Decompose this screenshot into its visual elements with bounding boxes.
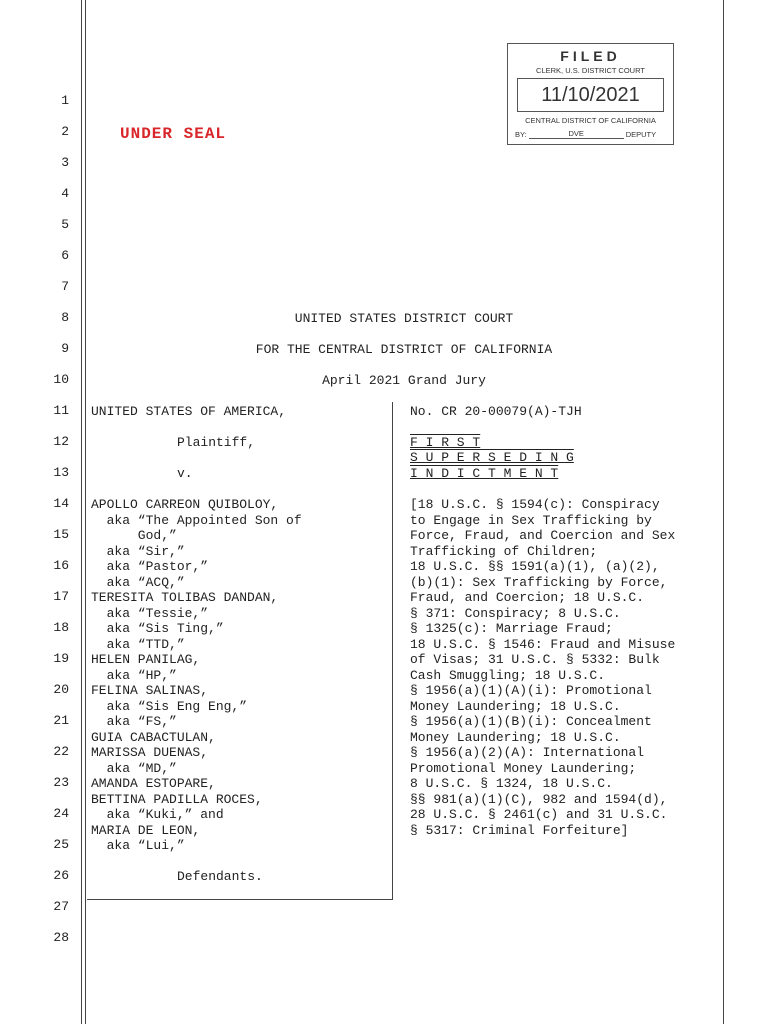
charge-line: (b)(1): Sex Trafficking by Force, — [410, 574, 668, 590]
line-number: 4 — [61, 186, 69, 201]
line-number: 13 — [53, 465, 69, 480]
defendant-line: FELINA SALINAS, — [91, 683, 209, 698]
line-number: 16 — [53, 558, 69, 573]
line-number: 27 — [53, 899, 69, 914]
line-number: 19 — [53, 651, 69, 666]
defendant-line: God,” — [91, 528, 177, 543]
stamp-deputy-label: DEPUTY — [625, 130, 657, 139]
stamp-by-label: BY: — [515, 130, 527, 139]
document-title-line1: F I R S T — [410, 435, 481, 450]
charge-line: Fraud, and Coercion; 18 U.S.C. — [410, 590, 645, 605]
document-title-line3: I N D I C T M E N T — [410, 466, 559, 481]
left-margin-rule-inner — [85, 0, 86, 1024]
charge-line: § 1956(a)(1)(B)(i): Concealment — [410, 714, 652, 729]
line-number: 14 — [53, 496, 69, 511]
line-number: 17 — [53, 589, 69, 604]
charge-line: Money Laundering; 18 U.S.C. — [410, 698, 621, 714]
line-number: 23 — [53, 775, 69, 790]
charge-line: of Visas; 31 U.S.C. § 5332: Bulk — [410, 652, 660, 667]
court-name: UNITED STATES DISTRICT COURT — [294, 311, 514, 326]
defendant-line: AMANDA ESTOPARE, — [91, 776, 216, 791]
charge-line: § 5317: Criminal Forfeiture] — [410, 822, 629, 838]
line-number: 12 — [53, 434, 69, 449]
defendant-line: aka “The Appointed Son of — [91, 512, 302, 528]
charge-line: 28 U.S.C. § 2461(c) and 31 U.S.C. — [410, 807, 668, 822]
line-number: 26 — [53, 868, 69, 883]
defendant-line: aka “Kuki,” and — [91, 807, 224, 822]
defendants-role: Defendants. — [177, 869, 263, 884]
stamp-filed-label: FILED — [560, 48, 621, 64]
line-number: 1 — [61, 93, 69, 108]
charge-line: Trafficking of Children; — [410, 543, 598, 559]
stamp-district: CENTRAL DISTRICT OF CALIFORNIA — [525, 116, 656, 125]
defendant-line: HELEN PANILAG, — [91, 652, 201, 667]
line-number: 24 — [53, 806, 69, 821]
under-seal-label: UNDER SEAL — [120, 125, 227, 143]
line-number: 2 — [61, 124, 69, 139]
line-number: 5 — [61, 217, 69, 232]
defendant-line: BETTINA PADILLA ROCES, — [91, 791, 263, 807]
line-number: 22 — [53, 744, 69, 759]
charge-line: Promotional Money Laundering; — [410, 760, 637, 776]
defendant-line: aka “FS,” — [91, 714, 177, 729]
charge-line: Cash Smuggling; 18 U.S.C. — [410, 667, 606, 683]
line-number: 10 — [53, 372, 69, 387]
line-number: 20 — [53, 682, 69, 697]
charge-line: § 1325(c): Marriage Fraud; — [410, 621, 613, 636]
line-number: 21 — [53, 713, 69, 728]
line-number: 9 — [61, 341, 69, 356]
charge-line: § 1956(a)(2)(A): International — [410, 745, 645, 760]
charge-line: 18 U.S.C. §§ 1591(a)(1), (a)(2), — [410, 559, 660, 574]
line-number: 8 — [61, 310, 69, 325]
line-number: 15 — [53, 527, 69, 542]
plaintiff-name: UNITED STATES OF AMERICA, — [91, 404, 287, 419]
defendant-line: aka “Pastor,” — [91, 559, 209, 574]
defendant-line: TERESITA TOLIBAS DANDAN, — [91, 590, 279, 605]
defendant-line: aka “Tessie,” — [91, 605, 209, 621]
defendant-line: aka “Lui,” — [91, 838, 185, 853]
line-number: 18 — [53, 620, 69, 635]
charge-line: 18 U.S.C. § 1546: Fraud and Misuse — [410, 636, 676, 652]
defendant-line: MARIA DE LEON, — [91, 822, 201, 838]
charge-line: § 1956(a)(1)(A)(i): Promotional — [410, 683, 652, 698]
document-title-line2: S U P E R S E D I N G — [410, 450, 574, 465]
charge-line: [18 U.S.C. § 1594(c): Conspiracy — [410, 497, 660, 512]
grand-jury: April 2021 Grand Jury — [322, 373, 486, 388]
defendant-line: aka “HP,” — [91, 667, 177, 683]
charge-line: Money Laundering; 18 U.S.C. — [410, 729, 621, 745]
stamp-byline — [515, 129, 670, 139]
plaintiff-role: Plaintiff, — [177, 435, 256, 450]
line-number: 28 — [53, 930, 69, 945]
line-number: 3 — [61, 155, 69, 170]
stamp-by-initials: DVE — [529, 129, 624, 139]
line-number: 6 — [61, 248, 69, 263]
defendant-line: aka “TTD,” — [91, 636, 185, 652]
defendant-line: aka “MD,” — [91, 760, 177, 776]
charge-line: § 371: Conspiracy; 8 U.S.C. — [410, 605, 621, 621]
charge-line: 8 U.S.C. § 1324, 18 U.S.C. — [410, 776, 613, 791]
caption-box-bottom-border — [87, 899, 393, 900]
defendant-line: MARISSA DUENAS, — [91, 745, 209, 760]
charge-line: §§ 981(a)(1)(C), 982 and 1594(d), — [410, 791, 668, 807]
line-number: 25 — [53, 837, 69, 852]
stamp-clerk: CLERK, U.S. DISTRICT COURT — [536, 66, 645, 75]
defendant-line: APOLLO CARREON QUIBOLOY, — [91, 497, 279, 512]
defendant-line: aka “Sis Eng Eng,” — [91, 698, 248, 714]
stamp-date: 11/10/2021 — [517, 78, 664, 112]
defendant-line: aka “Sir,” — [91, 543, 185, 559]
defendant-line: aka “Sis Ting,” — [91, 621, 224, 636]
line-number: 7 — [61, 279, 69, 294]
charge-line: to Engage in Sex Trafficking by — [410, 512, 652, 528]
court-district: FOR THE CENTRAL DISTRICT OF CALIFORNIA — [255, 342, 553, 357]
line-numbers — [0, 0, 70, 1024]
case-number: No. CR 20-00079(A)-TJH — [410, 404, 582, 419]
line-number: 11 — [53, 403, 69, 418]
versus: v. — [177, 466, 193, 481]
charge-line: Force, Fraud, and Coercion and Sex — [410, 528, 676, 543]
filed-stamp — [507, 43, 674, 145]
left-margin-rule-outer — [81, 0, 82, 1024]
caption-box-right-border — [392, 402, 393, 900]
right-margin-rule — [723, 0, 724, 1024]
defendant-line: aka “ACQ,” — [91, 574, 185, 590]
defendant-line: GUIA CABACTULAN, — [91, 729, 216, 745]
